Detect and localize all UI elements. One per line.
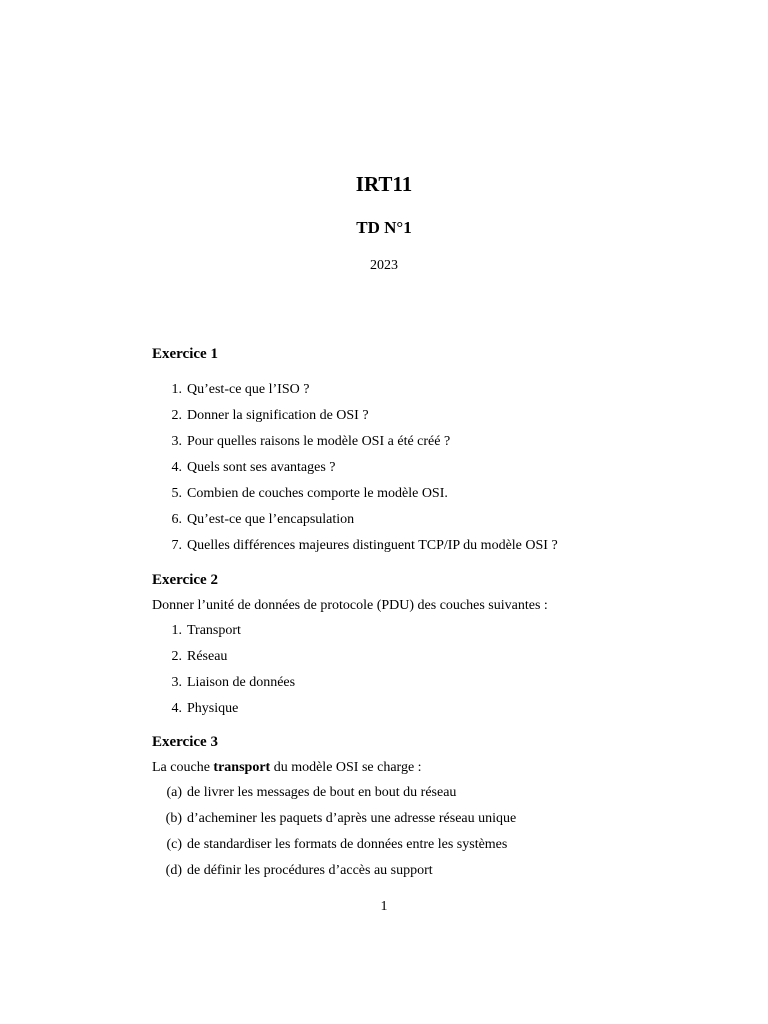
list-marker: (a) xyxy=(166,785,182,800)
document-year: 2023 xyxy=(370,258,398,273)
list-marker: 1. xyxy=(171,623,182,638)
list-marker: 2. xyxy=(171,649,182,664)
list-marker: 2. xyxy=(171,408,182,423)
list-item-text: Réseau xyxy=(187,649,228,664)
list-item xyxy=(152,700,712,726)
list-item-text: Donner la signification de OSI ? xyxy=(187,408,369,423)
list-item xyxy=(152,537,712,563)
intro-text: du modèle OSI se charge : xyxy=(270,760,422,775)
list-item xyxy=(152,381,712,407)
list-marker: 3. xyxy=(171,675,182,690)
exercise-1-heading: Exercice 1 xyxy=(152,346,218,362)
exercise-1-list xyxy=(152,381,712,563)
exercise-3-list xyxy=(152,784,712,888)
list-item-text: Liaison de données xyxy=(187,675,296,690)
list-item xyxy=(152,433,712,459)
list-marker: 4. xyxy=(171,701,182,716)
list-item xyxy=(152,810,712,836)
page-number: 1 xyxy=(380,899,388,914)
list-marker: 4. xyxy=(171,460,182,475)
list-item xyxy=(152,674,712,700)
intro-bold-text: transport xyxy=(213,760,271,775)
document-title: IRT11 xyxy=(355,172,413,196)
exercise-2-intro: Donner l’unité de données de protocole (PDU) des couches suivantes : xyxy=(152,598,548,613)
list-item xyxy=(152,648,712,674)
list-item xyxy=(152,485,712,511)
list-marker: (c) xyxy=(166,837,182,852)
list-marker: (b) xyxy=(165,811,182,826)
list-item-text: Qu’est-ce que l’ISO ? xyxy=(187,382,310,397)
list-item-text: de définir les procédures d’accès au support xyxy=(187,863,433,878)
list-item-text: Quels sont ses avantages ? xyxy=(187,460,336,475)
list-item-text: Transport xyxy=(187,623,241,638)
list-item xyxy=(152,784,712,810)
list-item xyxy=(152,459,712,485)
list-item xyxy=(152,622,712,648)
list-item-text: Pour quelles raisons le modèle OSI a été créé ? xyxy=(187,434,451,449)
document-subtitle: TD N°1 xyxy=(356,218,412,237)
exercise-2-heading: Exercice 2 xyxy=(152,572,218,588)
exercise-3-intro xyxy=(152,760,422,776)
list-item xyxy=(152,862,712,888)
list-item-text: de livrer les messages de bout en bout du réseau xyxy=(187,785,457,800)
list-item-text: Combien de couches comporte le modèle OSI. xyxy=(187,486,448,501)
list-marker: 7. xyxy=(171,538,182,553)
intro-text: La couche xyxy=(152,760,214,775)
list-marker: 5. xyxy=(171,486,182,501)
exercise-3-heading: Exercice 3 xyxy=(152,734,218,750)
exercise-2-list xyxy=(152,622,712,726)
list-marker: 3. xyxy=(171,434,182,449)
list-item xyxy=(152,407,712,433)
list-marker: 1. xyxy=(171,382,182,397)
list-item-text: Qu’est-ce que l’encapsulation xyxy=(187,512,355,527)
list-item-text: d’acheminer les paquets d’après une adresse réseau unique xyxy=(187,811,517,826)
list-item xyxy=(152,836,712,862)
list-marker: 6. xyxy=(171,512,182,527)
list-item-text: Physique xyxy=(187,701,239,716)
list-item-text: de standardiser les formats de données entre les systèmes xyxy=(187,837,508,852)
list-item xyxy=(152,511,712,537)
list-marker: (d) xyxy=(165,863,182,878)
list-item-text: Quelles différences majeures distinguent TCP/IP du modèle OSI ? xyxy=(187,538,558,553)
